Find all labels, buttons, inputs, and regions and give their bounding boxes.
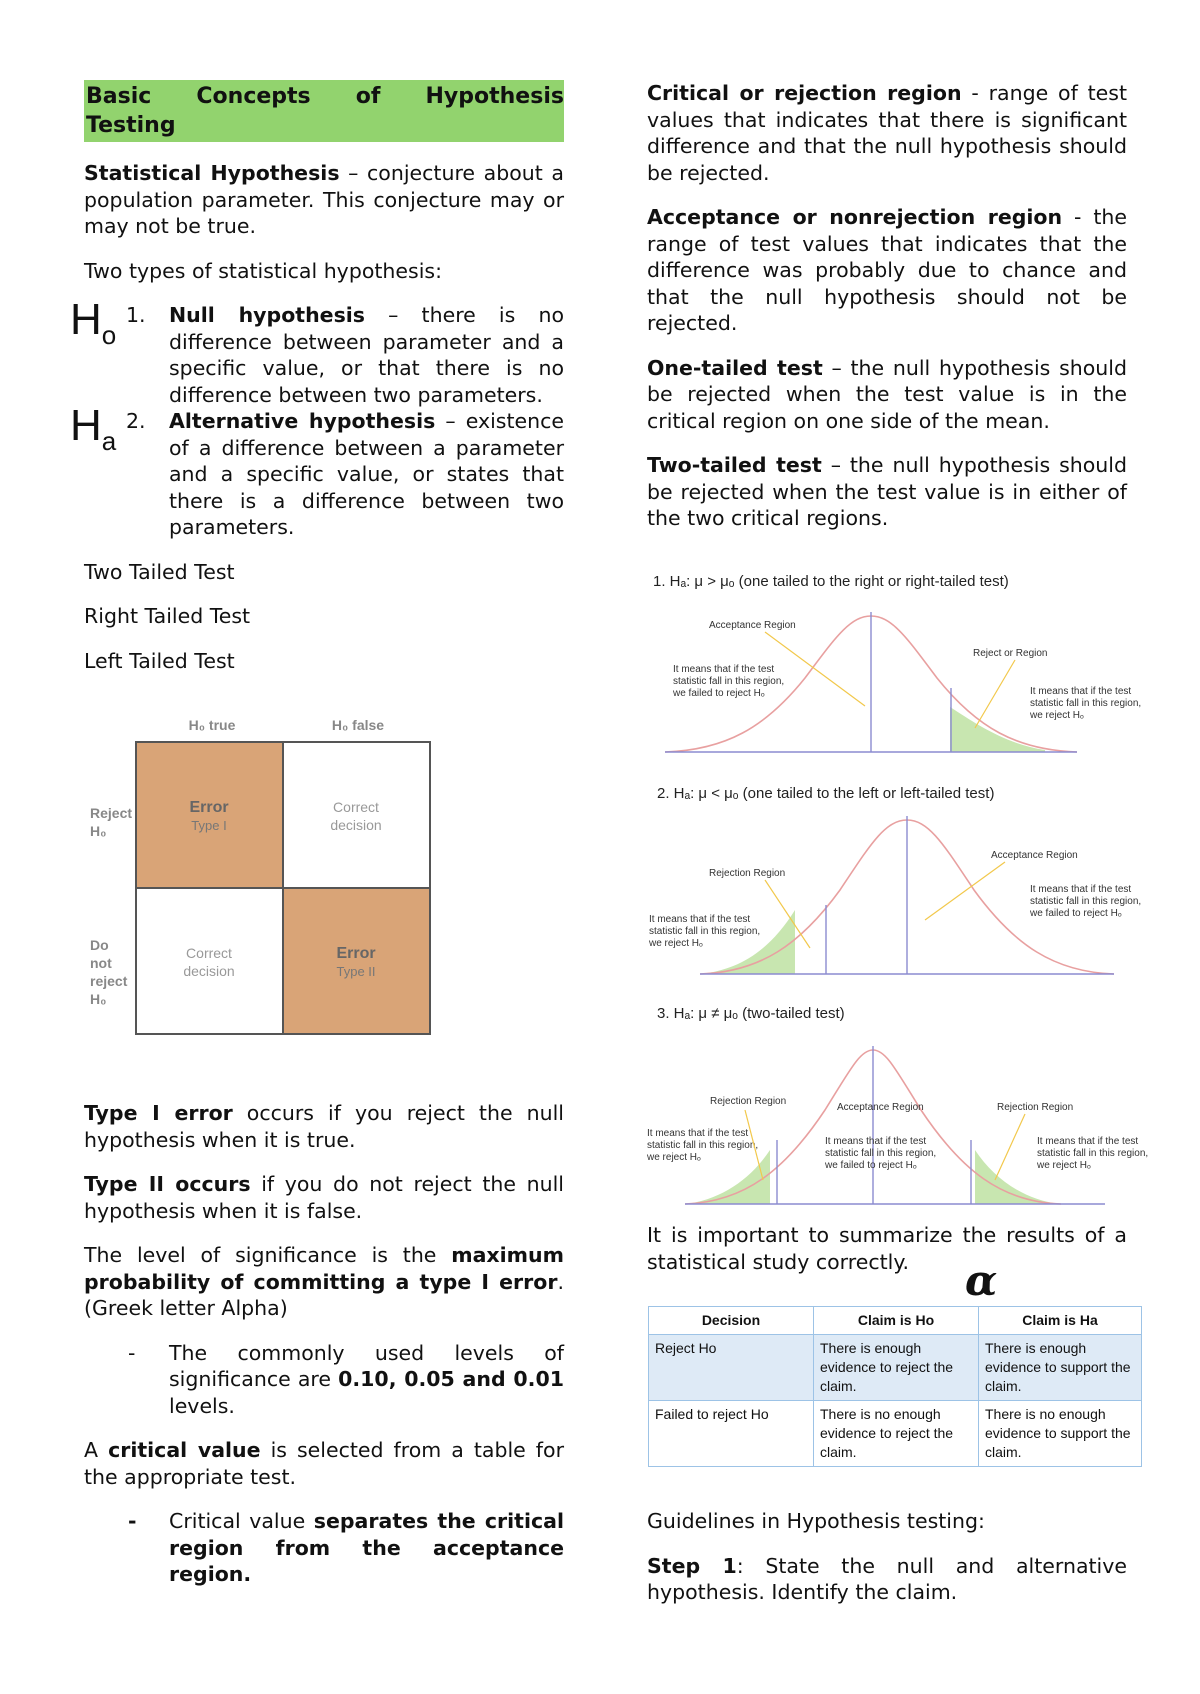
matrix-cell-text: Correct — [186, 945, 232, 961]
label: Acceptance Region — [991, 850, 1078, 861]
title-word: Hypothesis — [425, 84, 564, 109]
left-tailed-figure — [645, 780, 1165, 980]
list-item-alternative-hypothesis — [70, 401, 564, 541]
note: It means that if the test — [1030, 884, 1132, 895]
critical-region-paragraph: Critical or rejection region - range of test values that indicates that there is significant difference and that the null hypothesis should be rejected. — [647, 81, 1128, 185]
list-item-null-hypothesis — [70, 295, 564, 408]
title-word: Concepts — [196, 84, 311, 109]
note: It means that if the test — [647, 1128, 749, 1139]
critical-value-paragraph: A critical value is selected from a table for the appropriate test. — [84, 1438, 564, 1489]
alpha-symbol: α — [965, 1256, 998, 1305]
matrix-row-label: Do — [90, 937, 109, 953]
statistical-hypothesis-paragraph — [84, 160, 564, 240]
table-cell: Failed to reject Ho — [649, 1401, 814, 1467]
label: Acceptance Region — [709, 620, 796, 631]
note: statistic fall in this region, — [825, 1148, 937, 1159]
note: we failed to reject Hₒ — [1030, 908, 1122, 919]
right-column-guidelines — [647, 1508, 1127, 1624]
figure-title: 1. Hₐ: μ > μₒ (one tailed to the right or right-tailed test) — [653, 573, 1009, 590]
note: It means that if the test — [649, 914, 751, 925]
table-header: Decision — [649, 1307, 814, 1335]
matrix-row-label: Reject — [90, 805, 133, 821]
list-number: 2. — [126, 409, 146, 433]
left-column-lower — [84, 1100, 564, 1606]
term: Type I error — [84, 1101, 233, 1125]
note: statistic fall in this region, — [647, 1140, 759, 1151]
matrix-col-header: H₀ false — [331, 717, 385, 733]
hypothesis-list — [70, 295, 564, 541]
matrix-cell-text: Error — [189, 799, 229, 816]
note: we failed to reject Hₒ — [825, 1160, 917, 1171]
table-header: Claim is Ho — [814, 1307, 979, 1335]
definition: – conjecture about a population parameter. This conjecture may or may not be true. — [84, 161, 564, 238]
label: Reject or Region — [973, 648, 1048, 659]
two-tailed-paragraph: Two-tailed test – the null hypothesis should be rejected when the test value is in either of the two critical regions. — [647, 453, 1127, 530]
matrix-cell-text: decision — [330, 817, 382, 833]
term: Alternative hypothesis — [169, 409, 436, 433]
dash-marker: - — [128, 1340, 136, 1365]
error-type-matrix — [84, 712, 444, 1042]
note: statistic fall in this region, — [1030, 698, 1142, 709]
two-types-paragraph: Two types of statistical hypothesis: — [84, 258, 442, 283]
acceptance-region-paragraph: Acceptance or nonrejection region - the range of test values that indicates that the difference was probably due to chance and that the null hypothesis should not be rejected. — [647, 205, 1127, 335]
table-cell: There is enough evidence to support the claim. — [979, 1335, 1142, 1401]
table-header: Claim is Ha — [979, 1307, 1142, 1335]
title-line-2: Testing — [86, 113, 176, 138]
step1-paragraph: Step 1: State the null and alternative hypothesis. Identify the claim. — [647, 1553, 1127, 1604]
matrix-cell-text: Error — [336, 945, 376, 962]
right-column-lower — [647, 1222, 1127, 1283]
note: It means that if the test — [1030, 686, 1132, 697]
dash-marker: - — [128, 1509, 137, 1533]
one-tailed-paragraph: One-tailed test – the null hypothesis should be rejected when the test value is in the critical region on one side of the mean. — [647, 355, 1127, 433]
table-row — [649, 1401, 1142, 1467]
table-row — [649, 1335, 1142, 1401]
figure-title: 3. Hₐ: μ ≠ μₒ (two-tailed test) — [657, 1005, 845, 1022]
note: we reject Hₒ — [647, 1152, 701, 1163]
matrix-col-header: H₀ true — [188, 717, 236, 733]
two-tailed-figure — [645, 1000, 1165, 1210]
note: we reject Hₒ — [1037, 1160, 1091, 1171]
term: Statistical Hypothesis — [84, 161, 340, 185]
table-cell: There is no enough evidence to reject the claim. — [814, 1401, 979, 1467]
title-word: Basic — [86, 84, 152, 109]
matrix-cell-text: Correct — [333, 799, 379, 815]
note: we reject Hₒ — [1030, 710, 1084, 721]
title-word: of — [355, 84, 381, 109]
matrix-row-label: H₀ — [90, 823, 107, 839]
right-column — [647, 80, 1127, 550]
note: It means that if the test — [673, 664, 775, 675]
definition: – existence of a difference between a parameter and a specific value, or states that there is a difference between two parameters. — [169, 409, 564, 539]
label: Acceptance Region — [837, 1102, 924, 1113]
right-tailed-figure — [645, 568, 1165, 758]
matrix-cell-text: decision — [183, 963, 235, 979]
matrix-cell-text: Type I — [191, 818, 227, 833]
type1-paragraph — [84, 1100, 564, 1153]
summary-paragraph: It is important to summarize the results of a statistical study correctly. — [647, 1223, 1127, 1274]
note: statistic fall in this region, — [1030, 896, 1142, 907]
test-right-tailed: Right Tailed Test — [84, 604, 251, 628]
matrix-cell-text: Type II — [336, 964, 376, 979]
note: statistic fall in this region, — [649, 926, 761, 937]
h0-symbol: $H_o$ — [70, 295, 117, 350]
note: we reject Hₒ — [649, 938, 703, 949]
note: statistic fall in this region, — [673, 676, 785, 687]
critical-value-bullet: - Critical value separates the critical region from the acceptance region. — [128, 1509, 564, 1586]
matrix-row-label: reject — [90, 973, 128, 989]
matrix-row-label: H₀ — [90, 991, 107, 1007]
page-title — [84, 80, 564, 142]
note: we failed to reject Hₒ — [673, 688, 765, 699]
note: It means that if the test — [1037, 1136, 1139, 1147]
term: Null hypothesis — [169, 303, 366, 327]
matrix-row-label: not — [90, 955, 112, 971]
test-left-tailed: Left Tailed Test — [84, 648, 235, 673]
type2-paragraph — [84, 1171, 564, 1224]
decision-table — [648, 1306, 1142, 1467]
ha-symbol: $H_a$ — [70, 401, 117, 456]
label: Rejection Region — [997, 1102, 1074, 1113]
table-cell: Reject Ho — [649, 1335, 814, 1401]
significance-paragraph: The level of significance is the maximum probability of committing a type I error. (Greek letter Alpha) — [84, 1243, 564, 1320]
list-number: 1. — [126, 303, 146, 327]
levels-bullet: - The commonly used levels of significance are 0.10, 0.05 and 0.01 levels. — [128, 1340, 564, 1418]
label: Rejection Region — [710, 1096, 787, 1107]
table-cell: There is no enough evidence to support the claim. — [979, 1401, 1142, 1467]
guidelines-heading: Guidelines in Hypothesis testing: — [647, 1509, 985, 1533]
term: Type II occurs — [84, 1172, 251, 1196]
definition: occurs if you reject the null hypothesis when it is true. — [84, 1101, 564, 1152]
definition: – there is no difference between parameter and a specific value, or that there is no difference between two parameters. — [169, 303, 564, 407]
figure-title: 2. Hₐ: μ < μₒ (one tailed to the left or left-tailed test) — [657, 785, 995, 802]
test-two-tailed: Two Tailed Test — [84, 559, 235, 584]
definition: if you do not reject the null hypothesis when it is false. — [84, 1172, 564, 1223]
note: statistic fall in this region, — [1037, 1148, 1149, 1159]
label: Rejection Region — [709, 868, 786, 879]
left-column — [70, 80, 564, 692]
note: It means that if the test — [825, 1136, 927, 1147]
table-cell: There is enough evidence to reject the claim. — [814, 1335, 979, 1401]
